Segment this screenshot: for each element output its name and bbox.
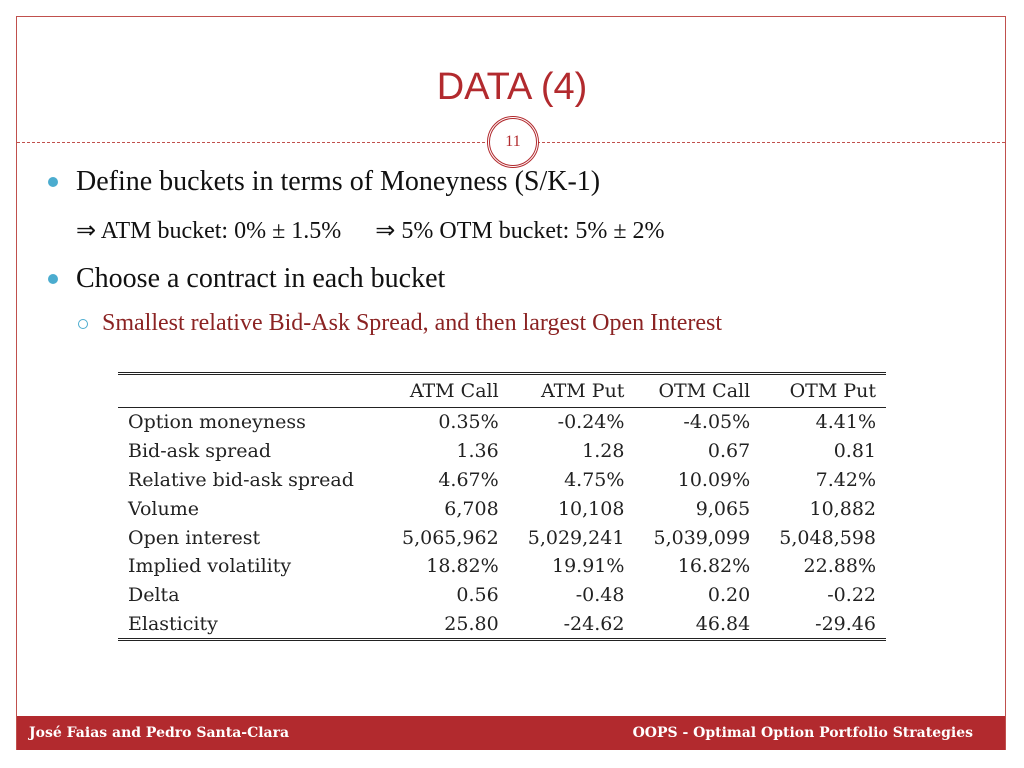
table-cell: -29.46 — [815, 612, 876, 635]
table-cell: 4.41% — [815, 411, 876, 434]
slide-title: DATA (4) — [436, 66, 588, 108]
row-label: Volume — [128, 497, 199, 520]
row-label: Open interest — [128, 526, 261, 549]
table-cell: 16.82% — [677, 555, 751, 578]
table-cell: 7.42% — [815, 468, 876, 491]
table-cell: 10,882 — [809, 497, 876, 520]
table-cell: 4.67% — [438, 468, 499, 491]
bucket-definitions — [76, 216, 665, 245]
table-row — [118, 610, 886, 640]
table-cell: 5,039,099 — [653, 526, 751, 549]
table-cell: -0.24% — [557, 411, 625, 434]
table-row — [118, 523, 886, 552]
footer-authors: José Faias and Pedro Santa-Clara — [29, 725, 290, 741]
table-cell: 10.09% — [677, 468, 751, 491]
table-cell: 0.81 — [833, 440, 876, 463]
table-row — [118, 552, 886, 581]
table-cell: 4.75% — [564, 468, 625, 491]
table-cell: -24.62 — [563, 612, 625, 635]
row-label: Delta — [128, 584, 180, 607]
sub-bullet-item — [78, 310, 722, 337]
table-header-cell — [118, 374, 383, 408]
bullet-dot-icon — [48, 274, 58, 284]
table-row — [118, 494, 886, 523]
table-header-cell: OTM Call — [658, 380, 751, 402]
row-label: Implied volatility — [128, 555, 292, 578]
atm-bucket-text: ⇒ ATM bucket: 0% ± 1.5% — [76, 218, 342, 244]
table-header-cell: ATM Call — [409, 380, 499, 402]
table-cell: 1.28 — [582, 440, 625, 463]
bullet-text: Define buckets in terms of Moneyness (S/K-1) — [76, 166, 601, 197]
table-cell: 0.20 — [707, 584, 751, 607]
row-label: Relative bid-ask spread — [128, 468, 354, 491]
bullet-item — [48, 263, 445, 295]
table-cell: 5,065,962 — [402, 526, 499, 549]
table-row — [118, 466, 886, 495]
row-label: Elasticity — [128, 612, 218, 635]
bullet-dot-icon — [48, 177, 58, 187]
table-cell: 0.56 — [456, 584, 499, 607]
table-row — [118, 437, 886, 466]
page-number: 11 — [505, 133, 521, 150]
table-header-cell: ATM Put — [540, 380, 625, 402]
table-cell: 22.88% — [803, 555, 876, 578]
page-number-badge — [487, 116, 539, 168]
footer-bar — [17, 716, 1005, 750]
table-cell: 19.91% — [552, 555, 625, 578]
table-row — [118, 408, 886, 437]
table-cell: 10,108 — [557, 497, 625, 520]
footer-presentation-title: OOPS - Optimal Option Portfolio Strategies — [632, 725, 973, 741]
table-cell: 5,029,241 — [527, 526, 625, 549]
table-row — [118, 581, 886, 610]
bullet-text: Choose a contract in each bucket — [76, 263, 446, 294]
table-header-row — [118, 374, 886, 408]
table-cell: 6,708 — [444, 497, 499, 520]
sub-bullet-text: Smallest relative Bid-Ask Spread, and then largest Open Interest — [102, 310, 723, 336]
hollow-circle-bullet-icon — [78, 319, 88, 329]
table-cell: 0.35% — [438, 411, 499, 434]
table-cell: 0.67 — [707, 440, 751, 463]
row-label: Option moneyness — [128, 411, 306, 434]
otm-bucket-text: ⇒ 5% OTM bucket: 5% ± 2% — [375, 218, 665, 244]
table-cell: -0.22 — [827, 584, 876, 607]
table-cell: 25.80 — [444, 612, 499, 635]
table-cell: 1.36 — [456, 440, 499, 463]
table-cell: 9,065 — [695, 497, 751, 520]
table-cell: 18.82% — [426, 555, 499, 578]
table-cell: -4.05% — [683, 411, 751, 434]
table-cell: -0.48 — [575, 584, 625, 607]
table-cell: 46.84 — [695, 612, 751, 635]
table-header-cell: OTM Put — [789, 380, 876, 402]
bullet-item — [48, 166, 600, 198]
option-data-table — [118, 372, 886, 641]
row-label: Bid-ask spread — [128, 440, 271, 463]
table-cell: 5,048,598 — [779, 526, 876, 549]
